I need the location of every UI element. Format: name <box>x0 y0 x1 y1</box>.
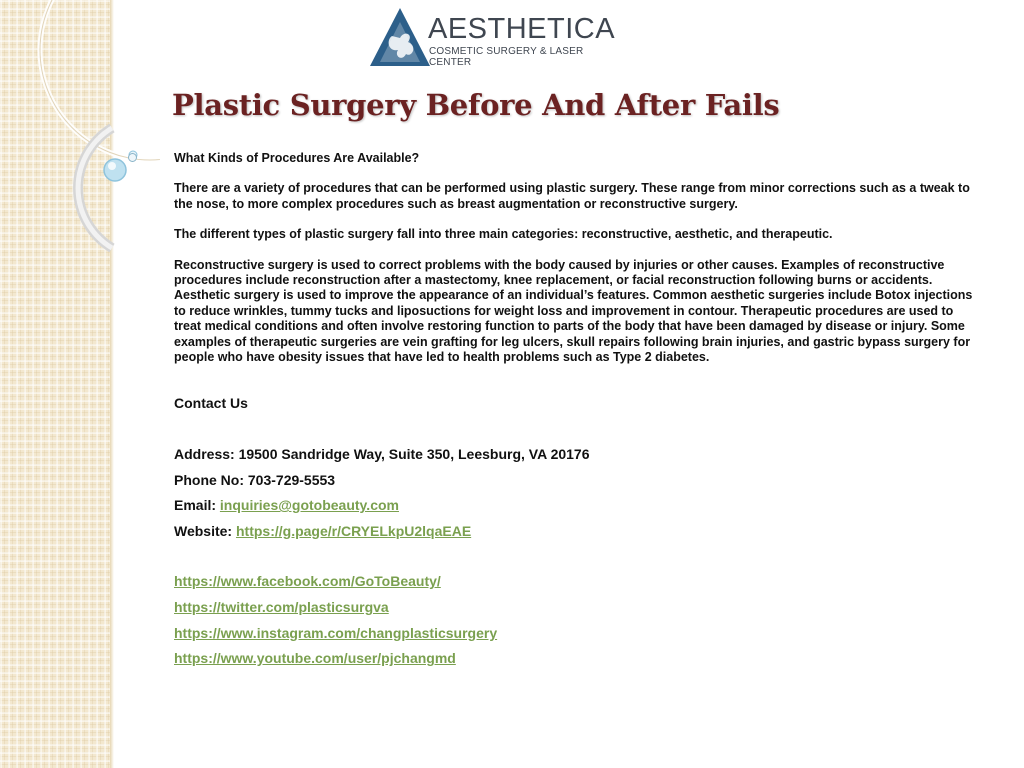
logo-tagline: COSMETIC SURGERY & LASER CENTER <box>429 46 584 68</box>
logo-name: AESTHETICA <box>428 13 616 45</box>
question-heading: What Kinds of Procedures Are Available? <box>174 151 420 165</box>
paragraph-1: There are a variety of procedures that can be performed using plastic surgery. These range from minor corrections such as a tweak to the nose, to more complex procedures such as breast augmentation or reconstructive surgery. <box>174 181 970 211</box>
email-label: Email: <box>174 497 217 514</box>
logo-mark-icon <box>368 6 432 68</box>
website-label: Website: <box>174 522 233 539</box>
contact-email-line <box>174 493 979 519</box>
website-link[interactable]: https://g.page/r/CRYELkpU2lqaEAE <box>235 522 472 539</box>
contact-phone: Phone No: 703-729-5553 <box>174 471 336 488</box>
company-logo <box>368 6 618 68</box>
youtube-link[interactable]: https://www.youtube.com/user/pjchangmd <box>174 650 456 667</box>
main-content <box>174 151 979 672</box>
bullet-icon <box>128 153 137 162</box>
paragraph-2: The different types of plastic surgery fall into three main categories: reconstructive, aesthetic, and therapeutic. <box>174 227 833 242</box>
paragraph-3: Reconstructive surgery is used to correct problems with the body caused by injuries or other causes. Examples of reconstructive procedures include reconstruction after a mastectomy, knee replacement, or facial reconstruction following burns or accidents. Aesthetic surgery is used to improve the appearance of an individual’s features. Common aesthetic surgeries include Botox injections to reduce wrinkles, tummy tucks and liposuctions for weight loss and improvement in contour. Therapeutic procedures are used to treat medical conditions and often involve restoring function to parts of the body that have been damaged by disease or injury. Some examples of therapeutic surgeries are vein grafting for leg ulcers, skull repairs following brain injuries, and gastric bypass surgery for people who have obesity issues that have led to health problems such as Type 2 diabetes. <box>174 257 973 365</box>
contact-heading: Contact Us <box>174 395 248 412</box>
email-link[interactable]: inquiries@gotobeauty.com <box>219 497 399 514</box>
page-title: Plastic Surgery Before And After Fails <box>172 88 780 122</box>
facebook-link[interactable]: https://www.facebook.com/GoToBeauty/ <box>174 573 441 590</box>
contact-website-line <box>174 519 979 545</box>
twitter-link[interactable]: https://twitter.com/plasticsurgva <box>174 599 389 616</box>
article-text <box>174 151 979 365</box>
contact-address: Address: 19500 Sandridge Way, Suite 350, Leesburg, VA 20176 <box>174 446 590 463</box>
social-links <box>174 569 979 671</box>
instagram-link[interactable]: https://www.instagram.com/changplasticsurgery <box>174 624 498 641</box>
decorative-rings <box>0 0 160 260</box>
